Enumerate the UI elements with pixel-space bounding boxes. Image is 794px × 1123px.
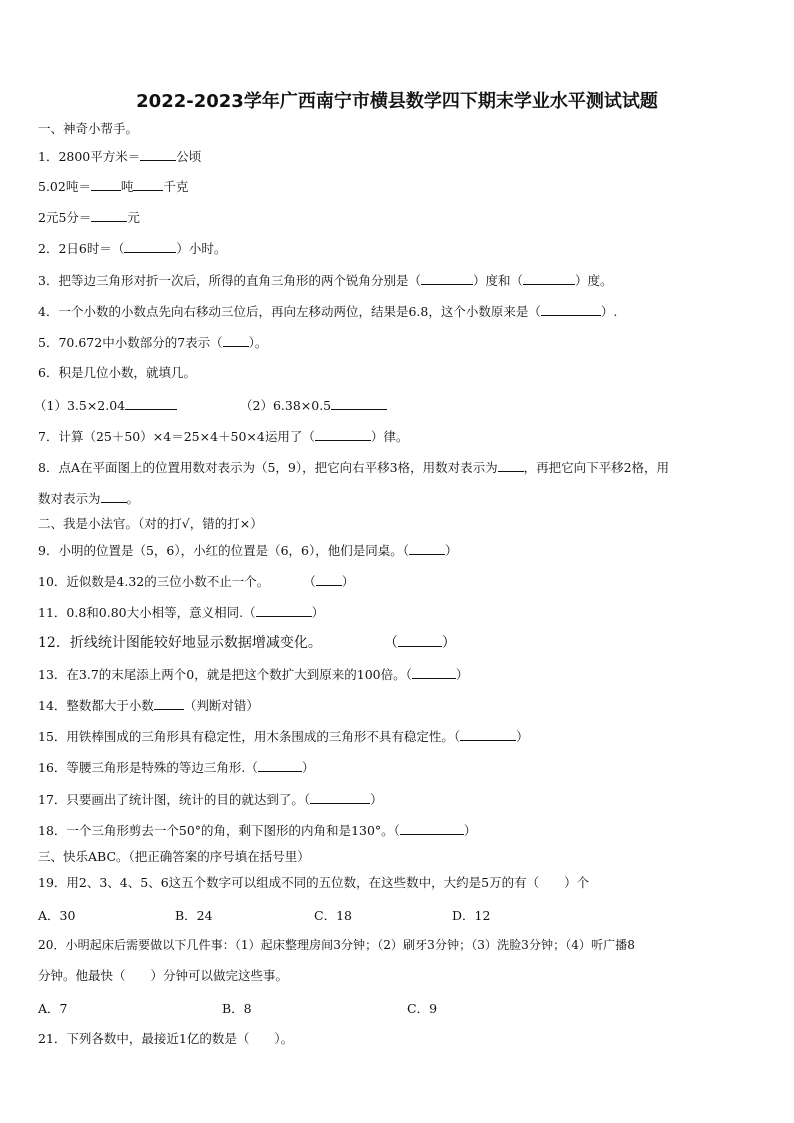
q20-option-c[interactable]: C．9	[407, 1001, 438, 1016]
answer-blank[interactable]	[101, 490, 127, 503]
question-13	[38, 666, 468, 683]
question-12	[38, 634, 456, 651]
question-15	[38, 728, 529, 745]
q1a-unit: 公顷	[176, 149, 202, 164]
question-1c	[38, 209, 140, 226]
q1c-text: 2元5分＝	[38, 210, 92, 225]
answer-blank[interactable]	[409, 542, 445, 555]
q20-option-b[interactable]: B．8	[222, 1001, 252, 1016]
question-21: 21．下列各数中，最接近1亿的数是（ ）。	[38, 1031, 294, 1046]
question-8	[38, 459, 669, 476]
q1b-unit2: 千克	[163, 179, 189, 194]
q2-text: 2．2日6时＝（	[38, 241, 125, 256]
answer-blank[interactable]	[412, 666, 456, 679]
answer-blank[interactable]	[315, 428, 371, 441]
q11-text: 11．0.8和0.80大小相等，意义相同.（	[38, 605, 256, 620]
question-18	[38, 822, 476, 839]
section-heading-3: 三、快乐ABC。（把正确答案的序号填在括号里）	[38, 849, 310, 864]
q8-text: 8．点A在平面图上的位置用数对表示为（5，9），把它向右平移3格，用数对表示为	[38, 460, 498, 475]
q12-end: ）	[441, 635, 456, 651]
q7-end: ）律。	[370, 429, 409, 444]
question-9	[38, 542, 458, 559]
q8-mid: ，再把它向下平移2格，用	[523, 460, 670, 475]
q19-option-d[interactable]: D．12	[452, 908, 491, 923]
q10-text: 10．近似数是4.32的三位小数不止一个。	[38, 574, 270, 589]
question-6b	[240, 397, 387, 414]
q2-end: ）小时。	[176, 241, 227, 256]
q1c-unit: 元	[127, 210, 140, 225]
q16-text: 16．等腰三角形是特殊的等边三角形.（	[38, 760, 258, 775]
answer-blank[interactable]	[331, 397, 387, 410]
q1b-text: 5.02吨＝	[38, 179, 91, 194]
question-20: 20．小明起床后需要做以下几件事：（1）起床整理房间3分钟；（2）刷牙3分钟；（3）洗脸3分钟；（4）听广播8	[38, 938, 635, 952]
answer-blank[interactable]	[541, 303, 601, 316]
question-20-cont: 分钟。他最快（ ）分钟可以做完这些事。	[38, 968, 289, 983]
q5-end: ）。	[248, 335, 268, 350]
question-10	[38, 573, 354, 590]
q19-option-b[interactable]: B．24	[175, 908, 213, 923]
answer-blank[interactable]	[316, 573, 342, 586]
section-heading-1: 一、神奇小帮手。	[38, 121, 139, 136]
question-3	[38, 272, 613, 289]
q12-text: 12．折线统计图能较好地显示数据增减变化。	[38, 635, 322, 651]
q8b-text: 数对表示为	[38, 491, 101, 506]
question-19: 19．用2、3、4、5、6这五个数字可以组成不同的五位数，在这些数中，大约是5万的有（ ）个	[38, 875, 590, 890]
page-title: 2022-2023学年广西南宁市横县数学四下期末学业水平测试试题	[136, 91, 658, 112]
q18-end: ）	[463, 823, 477, 838]
question-14	[38, 697, 259, 714]
answer-blank[interactable]	[91, 178, 121, 191]
q4-text: 4．一个小数的小数点先向右移动三位后，再向左移动两位，结果是6.8，这个小数原来是（	[38, 304, 541, 319]
q20-option-a[interactable]: A．7	[38, 1001, 68, 1016]
q5-text: 5．70.672中小数部分的7表示（	[38, 335, 223, 350]
question-4	[38, 303, 617, 320]
answer-blank[interactable]	[124, 240, 176, 253]
question-7	[38, 428, 408, 445]
answer-blank[interactable]	[133, 178, 163, 191]
answer-blank[interactable]	[154, 697, 184, 710]
answer-blank[interactable]	[223, 334, 249, 347]
answer-blank[interactable]	[91, 209, 127, 222]
q3-end: ）度。	[574, 273, 613, 288]
question-8-cont	[38, 490, 139, 507]
q6b-text: （2）6.38×0.5	[240, 398, 332, 413]
q9-text: 9．小明的位置是（5，6），小红的位置是（6，6），他们是同桌。（	[38, 543, 410, 558]
q6a-text: （1）3.5×2.04	[34, 398, 126, 413]
q18-text: 18．一个三角形剪去一个50°的角，剩下图形的内角和是130°。（	[38, 823, 400, 838]
q13-text: 13．在3.7的末尾添上两个0，就是把这个数扩大到原来的100倍。（	[38, 667, 412, 682]
q1a-text: 1．2800平方米＝	[38, 149, 141, 164]
q1b-unit1: 吨	[120, 179, 134, 194]
q7-text: 7．计算（25＋50）×4＝25×4＋50×4运用了（	[38, 429, 315, 444]
q17-text: 17．只要画出了统计图，统计的目的就达到了。（	[38, 792, 311, 807]
question-2	[38, 240, 226, 257]
answer-blank[interactable]	[256, 604, 312, 617]
answer-blank[interactable]	[498, 459, 524, 472]
q14-end: （判断对错）	[183, 698, 259, 713]
answer-blank[interactable]	[310, 791, 370, 804]
question-17	[38, 791, 383, 808]
question-16	[38, 759, 314, 776]
question-6a	[34, 397, 177, 414]
q17-end: ）	[370, 792, 383, 807]
answer-blank[interactable]	[460, 728, 516, 741]
q13-end: ）	[455, 667, 469, 682]
answer-blank[interactable]	[400, 822, 464, 835]
q10-end: ）	[341, 574, 355, 589]
answer-blank[interactable]	[258, 759, 302, 772]
q19-option-a[interactable]: A．30	[38, 908, 76, 923]
q12-open: （	[383, 635, 398, 651]
answer-blank[interactable]	[140, 148, 176, 161]
question-6: 6．积是几位小数，就填几。	[38, 365, 196, 380]
q19-option-c[interactable]: C．18	[314, 908, 352, 923]
q10-open: （	[303, 574, 316, 589]
q15-text: 15．用铁棒围成的三角形具有稳定性，用木条围成的三角形不具有稳定性。（	[38, 729, 461, 744]
answer-blank[interactable]	[421, 272, 473, 285]
answer-blank[interactable]	[523, 272, 575, 285]
q8b-end: 。	[126, 491, 140, 506]
q16-end: ）	[301, 760, 315, 775]
q3-mid: ）度和（	[472, 273, 523, 288]
q14-text: 14．整数都大于小数	[38, 698, 154, 713]
question-1a	[38, 148, 201, 165]
q15-end: ）	[516, 729, 529, 744]
q9-end: ）	[445, 543, 458, 558]
question-1b	[38, 178, 188, 195]
answer-blank[interactable]	[398, 634, 442, 647]
answer-blank[interactable]	[125, 397, 177, 410]
question-11	[38, 604, 324, 621]
q3-text: 3．把等边三角形对折一次后，所得的直角三角形的两个锐角分别是（	[38, 273, 421, 288]
q4-end: ）.	[600, 304, 618, 319]
q11-end: ）	[311, 605, 325, 620]
question-5	[38, 334, 267, 351]
section-heading-2: 二、我是小法官。（对的打√，错的打×）	[38, 516, 263, 531]
